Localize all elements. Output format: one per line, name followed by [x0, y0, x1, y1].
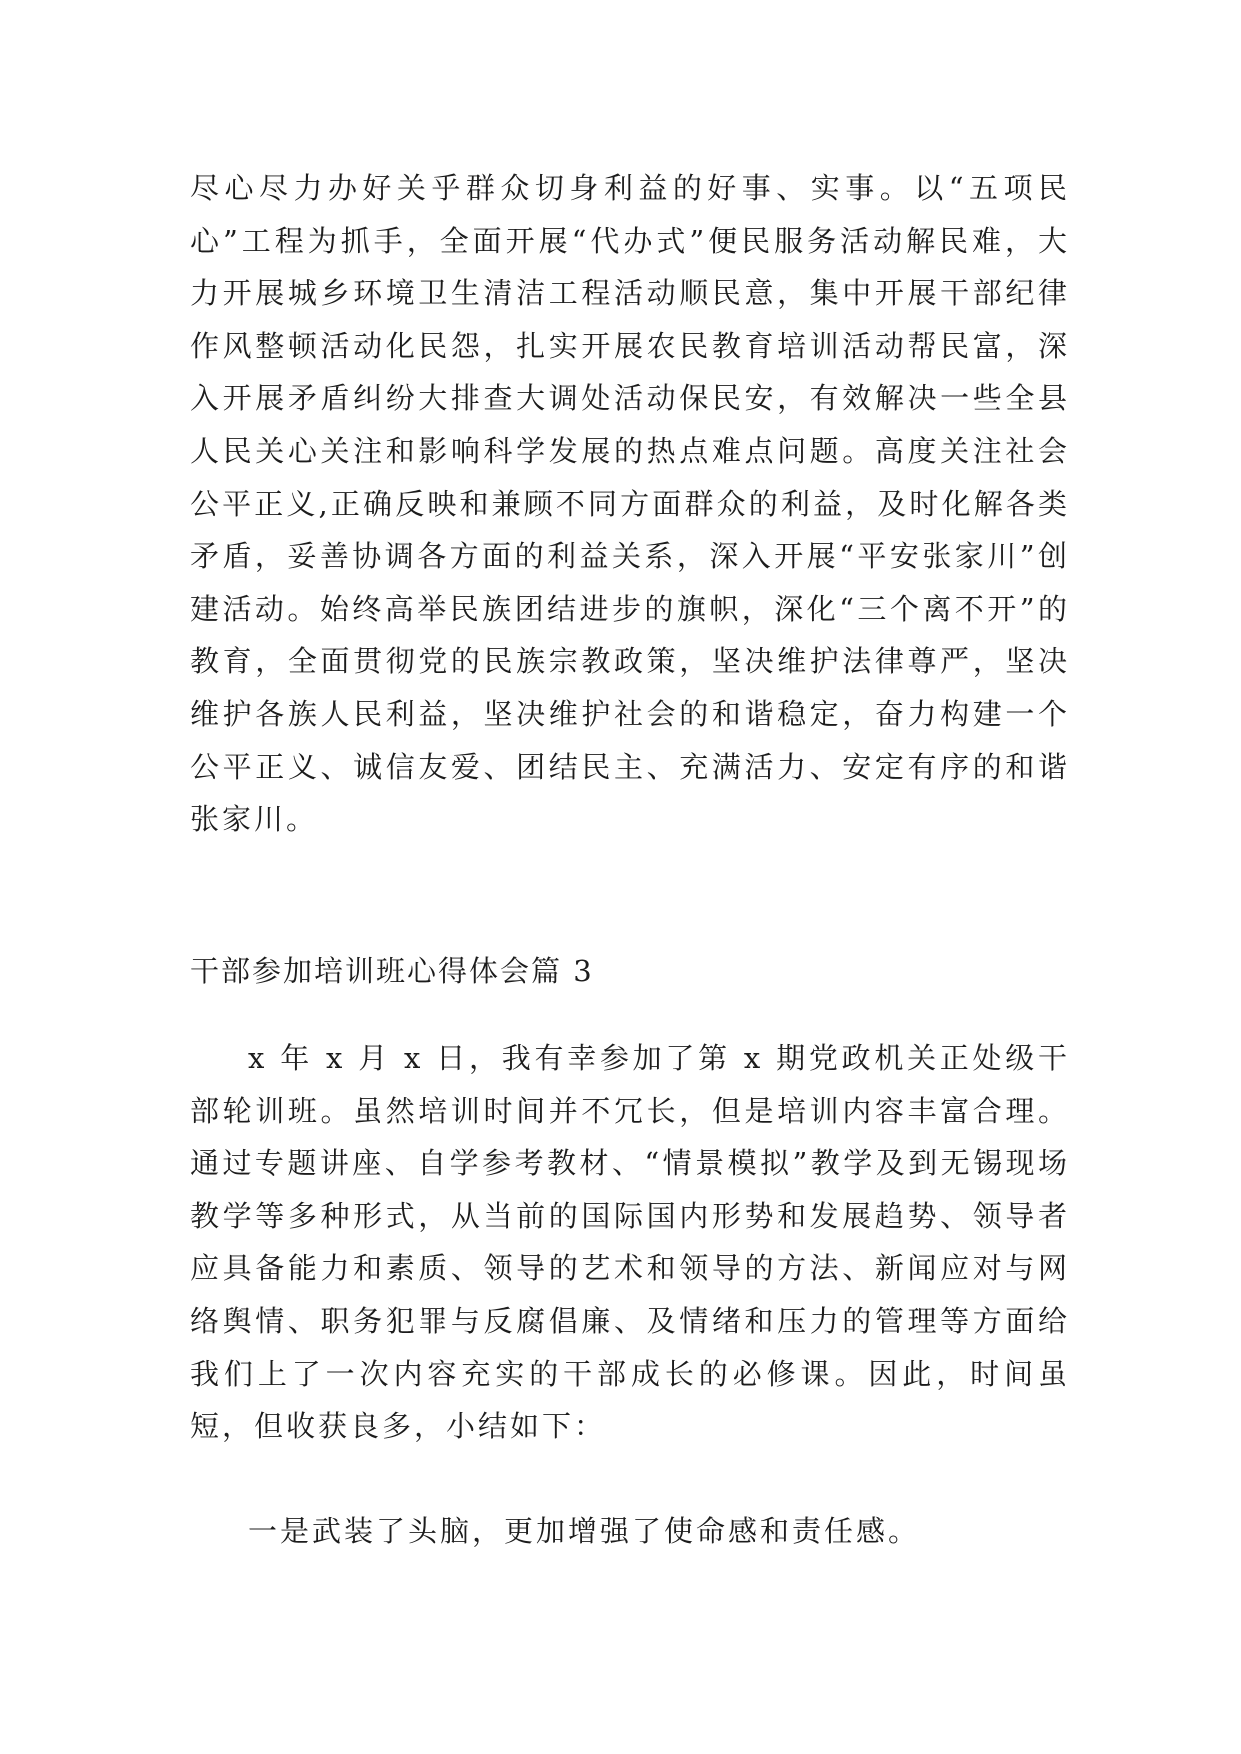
- paragraph-continuation: 尽心尽力办好关乎群众切身利益的好事、实事。以“五项民心”工程为抓手，全面开展“代办式”便民服务活动解民难，大力开展城乡环境卫生清洁工程活动顺民意，集中开展干部纪律作风整顿活动化民怨，扎实开展农民教育培训活动帮民富，深入开展矛盾纠纷大排查大调处活动保民安，有效解决一些全县人民关心关注和影响科学发展的热点难点问题。高度关注社会公平正义,正确反映和兼顾不同方面群众的利益，及时化解各类矛盾，妥善协调各方面的利益关系，深入开展“平安张家川”创建活动。始终高举民族团结进步的旗帜，深化“三个离不开”的教育，全面贯彻党的民族宗教政策，坚决维护法律尊严，坚决维护各族人民利益，坚决维护社会的和谐稳定，奋力构建一个公平正义、诚信友爱、团结民主、充满活力、安定有序的和谐张家川。: [190, 171, 1070, 837]
- section-paragraph-1: x 年 x 月 x 日，我有幸参加了第 x 期党政机关正处级干部轮训班。虽然培训时间并不冗长，但是培训内容丰富合理。通过专题讲座、自学参考教材、“情景模拟”教学及到无锡现场教学等多种形式，从当前的国际国内形势和发展趋势、领导者应具备能力和素质、领导的艺术和领导的方法、新闻应对与网络舆情、职务犯罪与反腐倡廉、及情绪和压力的管理等方面给我们上了一次内容充实的干部成长的必修课。因此，时间虽短，但收获良多，小结如下：: [190, 1041, 1070, 1444]
- section-paragraph-2: 一是武装了头脑，更加增强了使命感和责任感。: [248, 1514, 921, 1548]
- section-heading: 干部参加培训班心得体会篇 3: [190, 954, 594, 988]
